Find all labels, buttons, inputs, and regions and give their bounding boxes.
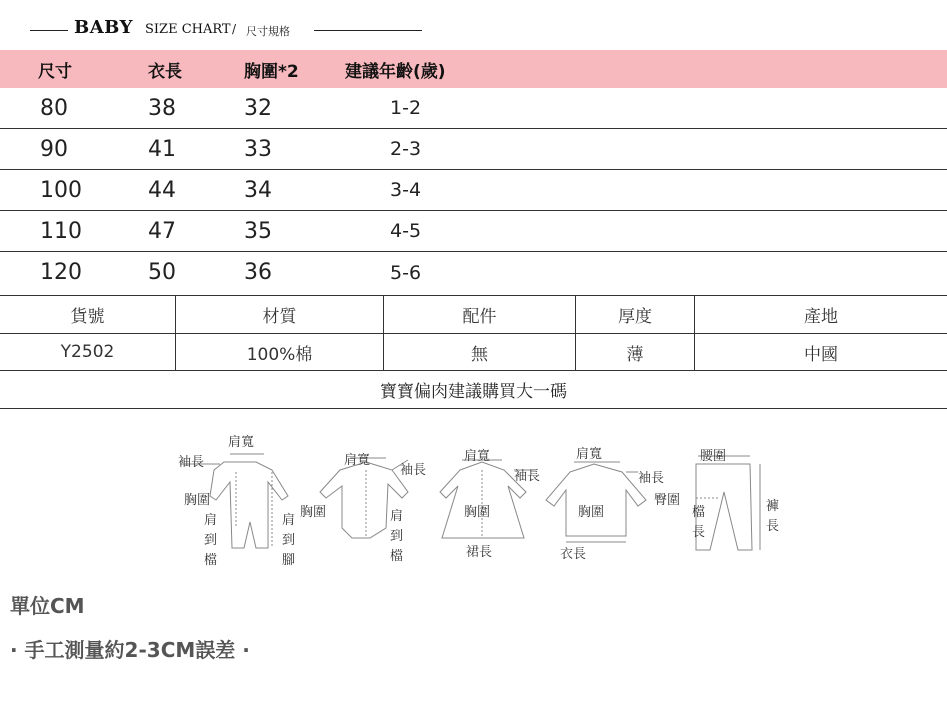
table-row [0,170,947,211]
cell-chest: 32 [244,95,272,121]
bodysuit-sleeve-label: 袖長 [400,463,427,478]
romper-sleeve-label: 袖長 [178,455,205,470]
cell-chest: 33 [244,136,272,162]
info-material: 100%棉 [176,334,384,370]
bodysuit-crotch-label-3: 檔 [390,549,404,564]
romper-foot-label-2: 到 [282,533,296,548]
heading-subtitle: SIZE CHART [145,22,231,37]
info-header-item-no: 貨號 [0,296,176,333]
table-row [0,252,947,293]
info-header-origin: 產地 [804,307,838,327]
romper-crotch-label-1: 肩 [204,513,218,528]
unit-label: 單位CM [10,594,85,618]
dress-shoulder-label: 肩寬 [464,449,491,464]
heading-line-left [30,30,68,31]
heading-brand: BABY [74,17,133,38]
measurement-diagram [160,430,790,580]
table-row [0,211,947,252]
info-header-material: 材質 [176,296,384,333]
bodysuit-shoulder-label: 肩寬 [344,453,371,468]
measurement-diagram-svg [160,430,790,580]
info-header-thickness: 厚度 [576,296,695,333]
romper-crotch-label-3: 檔 [204,553,218,568]
cell-size: 80 [40,95,68,121]
cell-length: 44 [148,177,176,203]
cell-size: 120 [40,260,82,285]
pants-length-label-1: 褲 [766,499,780,514]
pants-length-label-2: 長 [766,519,780,534]
romper-foot-label-3: 腳 [282,553,296,568]
cell-chest: 35 [244,218,272,244]
top-sleeve-label: 袖長 [638,471,665,486]
info-origin: 中國 [804,344,838,365]
header-chest: 胸圍*2 [244,61,299,82]
cell-age: 2-3 [390,138,422,160]
cell-size: 90 [40,136,68,162]
heading-separator: / [232,22,237,36]
pants-crotch-label-2: 長 [692,525,706,540]
cell-length: 50 [148,260,176,285]
header-length: 衣長 [148,61,182,82]
cell-age: 3-4 [390,179,422,201]
cell-length: 41 [148,136,176,162]
top-illustration [546,462,646,542]
bodysuit-crotch-label-2: 到 [390,529,404,544]
size-table [0,50,947,293]
dress-skirt-length-label: 裙長 [466,545,493,560]
cell-chest: 34 [244,177,272,203]
cell-length: 47 [148,218,176,244]
top-length-label: 衣長 [560,547,587,562]
size-advice-note: 寶寶偏肉建議購買大一碼 [0,371,947,409]
pants-waist-label: 腰圍 [700,449,727,464]
cell-size: 110 [40,218,82,244]
bodysuit-illustration [320,458,408,538]
top-chest-label: 胸圍 [578,505,605,520]
heading-line-right [314,30,422,31]
cell-age: 5-6 [390,261,422,284]
info-thickness: 薄 [576,334,695,370]
dress-chest-label: 胸圍 [464,505,491,520]
size-chart-heading [0,16,947,44]
header-age: 建議年齡(歲) [345,61,446,82]
info-accessories: 無 [384,334,576,370]
cell-chest: 36 [244,260,272,285]
top-shoulder-label: 肩寬 [576,447,603,462]
info-item-no: Y2502 [0,334,176,370]
measurement-error-note: · 手工測量約2-3CM誤差 · [10,638,250,662]
cell-size: 100 [40,177,82,203]
bodysuit-chest-label: 胸圍 [300,505,327,520]
table-row [0,129,947,170]
romper-shoulder-label: 肩寬 [228,435,255,450]
product-info-table [0,295,947,409]
info-header-accessories: 配件 [384,296,576,333]
cell-age: 1-2 [390,97,422,119]
romper-crotch-label-2: 到 [204,533,218,548]
cell-length: 38 [148,95,176,121]
pants-illustration [696,456,760,550]
pants-hip-label: 臀圍 [654,493,681,508]
info-header-row [0,296,947,334]
info-value-row [0,334,947,371]
size-table-header [0,50,947,88]
romper-foot-label-1: 肩 [282,513,296,528]
cell-age: 4-5 [390,220,422,242]
dress-sleeve-label: 袖長 [514,469,541,484]
pants-crotch-label-1: 檔 [692,505,706,520]
bodysuit-crotch-label-1: 肩 [390,509,404,524]
table-row [0,88,947,129]
romper-chest-label: 胸圍 [184,493,211,508]
header-size: 尺寸 [38,61,72,82]
heading-cn-subtitle: 尺寸規格 [246,25,290,38]
